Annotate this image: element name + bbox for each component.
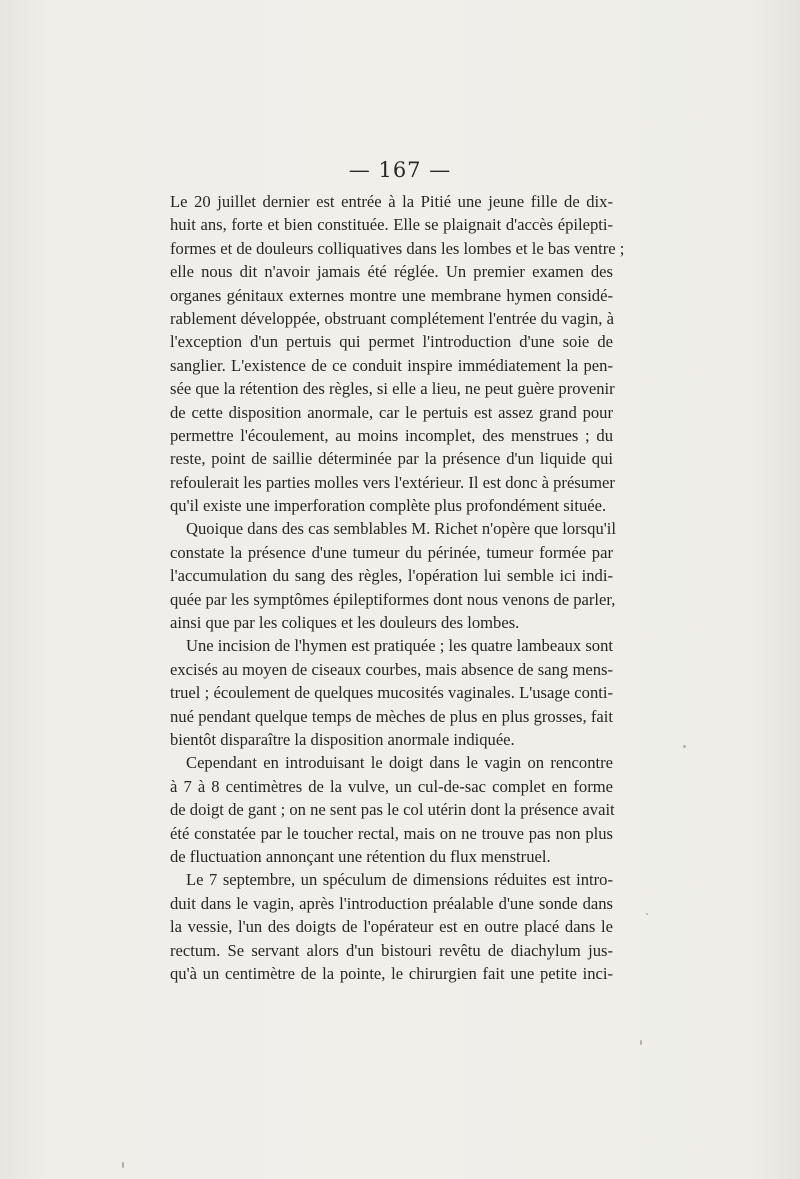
text-line: Une incision de l'hymen est pratiquée ; les quatre lambeaux sont (186, 636, 613, 656)
paragraph (170, 517, 616, 634)
paper-speck (640, 1040, 642, 1045)
text-line: de doigt de gant ; on ne sent pas le col utérin dont la présence avait (170, 800, 615, 820)
text-line: l'exception d'un pertuis qui permet l'introduction d'une soie de (170, 332, 613, 352)
paper-speck (646, 913, 648, 915)
paragraph (170, 634, 613, 751)
text-line: refoulerait les parties molles vers l'extérieur. Il est donc à présumer (170, 472, 615, 492)
text-line: sanglier. L'existence de ce conduit inspire immédiatement la pen- (170, 355, 613, 375)
text-line: été constatée par le toucher rectal, mais on ne trouve pas non plus (170, 823, 613, 843)
text-line: de fluctuation annonçant une rétention du flux menstruel. (170, 846, 551, 866)
text-line: Cependant en introduisant le doigt dans le vagin on rencontre (186, 753, 613, 773)
text-line: organes génitaux externes montre une membrane hymen considé- (170, 285, 613, 305)
paper-speck (683, 745, 686, 748)
paragraph (170, 190, 625, 517)
paper-speck (122, 1162, 124, 1168)
text-line: duit dans le vagin, après l'introduction préalable d'une sonde dans (170, 893, 613, 913)
page-number: — 167 — (348, 158, 452, 182)
body-text (170, 190, 625, 985)
paragraph (170, 868, 613, 985)
text-line: de cette disposition anormale, car le pertuis est assez grand pour (170, 402, 613, 422)
text-line: truel ; écoulement de quelques mucosités vaginales. L'usage conti- (170, 683, 613, 703)
text-line: reste, point de saillie déterminée par la présence d'un liquide qui (170, 449, 613, 469)
text-line: elle nous dit n'avoir jamais été réglée. Un premier examen des (170, 262, 613, 282)
text-line: nué pendant quelque temps de mèches de plus en plus grosses, fait (170, 706, 613, 726)
paragraph (170, 751, 613, 868)
text-line: bientôt disparaître la disposition anormale indiquée. (170, 729, 515, 749)
text-line: rectum. Se servant alors d'un bistouri revêtu de diachylum jus- (170, 940, 613, 960)
text-line: Quoique dans des cas semblables M. Richet n'opère que lorsqu'il (186, 519, 616, 539)
text-line: permettre l'écoulement, au moins incomplet, des menstrues ; du (170, 425, 613, 445)
text-line: la vessie, l'un des doigts de l'opérateur est en outre placé dans le (170, 917, 613, 937)
text-line: quée par les symptômes épileptiformes dont nous venons de parler, (170, 589, 616, 609)
text-line: à 7 à 8 centimètres de la vulve, un cul-de-sac complet en forme (170, 776, 613, 796)
text-line: ainsi que par les coliques et les douleurs des lombes. (170, 613, 520, 633)
text-line: qu'à un centimètre de la pointe, le chirurgien fait une petite inci- (170, 963, 613, 983)
text-line: formes et de douleurs colliquatives dans les lombes et le bas ventre ; (170, 238, 625, 258)
text-line: Le 7 septembre, un spéculum de dimensions réduites est intro- (186, 870, 613, 890)
text-line: Le 20 juillet dernier est entrée à la Pitié une jeune fille de dix- (170, 192, 613, 211)
text-line: huit ans, forte et bien constituée. Elle se plaignait d'accès épilepti- (170, 215, 613, 235)
text-line: rablement développée, obstruant complétement l'entrée du vagin, à (170, 308, 614, 328)
text-line: qu'il existe une imperforation complète plus profondément située. (170, 496, 607, 516)
text-line: excisés au moyen de ciseaux courbes, mais absence de sang mens- (170, 659, 613, 679)
text-line: sée que la rétention des règles, si elle a lieu, ne peut guère provenir (170, 379, 615, 399)
text-line: l'accumulation du sang des règles, l'opération lui semble ici indi- (170, 566, 613, 586)
text-line: constate la présence d'une tumeur du périnée, tumeur formée par (170, 542, 613, 562)
